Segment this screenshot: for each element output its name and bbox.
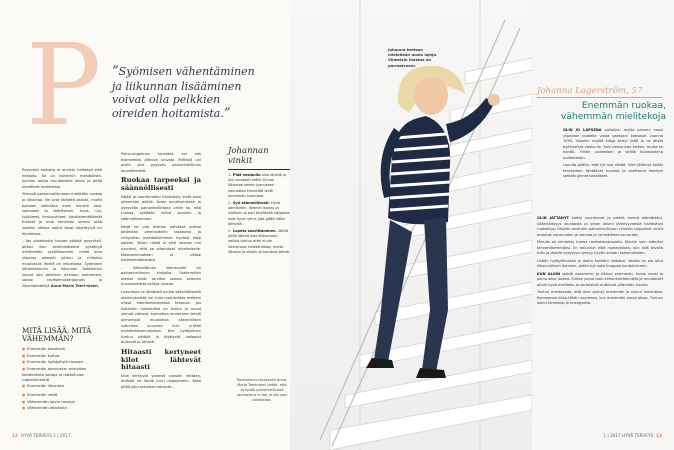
article-title: Enemmän ruokaa, vähemmän mielitekoja	[560, 100, 666, 122]
paragraph	[22, 239, 102, 289]
tip-text: Välillä pitää lähteä ulos liikkumaan, veikka tuntuu ettei ei ole liikkumaan hetkeä aikaa, mutta liikunta ja ulkoilu ja hauskaa tehdä.	[228, 229, 290, 254]
paragraph	[537, 216, 663, 238]
quote-open-mark: ”	[112, 64, 119, 79]
sidebar-title: MITÄ LISÄÄ, MITÄ VÄHEMMÄN?	[22, 326, 92, 344]
body-column-2	[121, 152, 201, 419]
sidebar-list-item: ● Enemmän liikuntaa	[22, 383, 102, 389]
photo-caption: Johanna teetsoo mielellään uusia lajeja. Viimeisin ihastus on porrastreeni.	[388, 47, 438, 68]
tip-item	[228, 201, 290, 227]
paragraph-text: kaikki suurimmat ja pienet herkut elämästäni. Säännöllisyys lounaasta ja oman aikani järkevyydestä hallitsevat ruokailuja. Ohjattu avointen painonhallinnan ryhmän tarjoamat vinkit antoivat varmuuden ja voimaa ja ryhmäläiset suuruutta.	[537, 216, 663, 237]
tip-heading: Syö säännöllisesti.	[232, 201, 270, 206]
paragraph: Minulle oli nimitetty tuleva ravitsemustavoite. Muutin vain elämäni terveellisemmäksi. En halunnut elää ruokavaliota, kun sillä tavalla tulin ja jäljelle pysyvyys syntyy hyvän omaan kokemukseen.	[537, 240, 663, 255]
sidebar-list-item: ● Enemmän kasviksia	[22, 346, 102, 352]
paragraph	[563, 128, 663, 161]
expert-caption: Ravitsemus-terapeutti Anna-Maria Teeriniemi tietää, että pysyvää painonhallintaa ravitsemus ei jaa, ei ole vain laihduttaa.	[236, 378, 288, 402]
paragraph: Kilot kertyivät yleensä vuosien mittaan, eivätkä ne lähde juuri nopeammin. Koko pitää joka sekulaan kärsivät…	[121, 373, 201, 389]
paragraph: Yleensä painonhallinnassa mietitään ruokaa ja liikuntaa. Ne ovat tärkeitä asioita, mutta painoon vaikuttaa moni muukin asia: sairaudet ja lääkitykset, kivut, uni, työkiireet, ihmissuhteet, käsittelemättömät tunteet ja mua henkinen stressi sekä vaaiten aikana opitut tavat käyttäytyä eri tilanteissa.	[22, 192, 102, 236]
paragraph: Luovutaan ja lähteistä avulla säännöllisestä ateriarytmistä voi tulla mahdollista melkein missä elämäntilanteessa tahansa. Jos kuitenkin tukeverkko on tiukka ja uuvat voimat vähissä, kannattaa ennemmin tehdä pienempiä muutoksia säännöllisen syömisen suunnan kuin yrittää mahdollistomuutoksia. Kun hyödyllinen tuntuu pärällä ja täyttyvät valipalat auttavat jo rahasti.	[121, 290, 201, 345]
folio-left	[12, 433, 71, 438]
paragraph: Lopulta päätin, että nyt saa riittää. Olen jättänyt kaikki terveyteen tähtäävät kuusiot ja asettanut itselleni selkeät pienet tavoitteet.	[563, 163, 663, 178]
tips-title: Johannan vinkit	[228, 146, 290, 170]
subheading: Ruokaa tarpeeksi ja säännöllisesti	[121, 176, 201, 192]
paragraph: Nälkä ja naurtinneton kärsivästy eivät auta pitemmän päälle. Avain onnistumiseen ja pysyvään painonhallintaan onkin se, että ruokaa syödään reiluä saannin ja säännöllisemmin.	[121, 194, 201, 221]
tip-item	[228, 173, 290, 199]
tips-list	[228, 173, 290, 255]
folio-right	[603, 433, 662, 438]
tip-text: Hyvä aamiainen, lämmin lounas ja illallinen ja pari täyttävää välipalaa ovat hyvä rytmi, jota pitää näkin järkeillä.	[228, 201, 290, 226]
sidebar-list-item: ● Vähemmän alkoholia	[22, 405, 102, 411]
quote-close-mark: ”	[223, 105, 231, 121]
byline-rule	[537, 97, 662, 98]
sidebar-list-item: ● Enemmän kuitua	[22, 353, 102, 359]
paragraph: Pysyvästi hoikaksi ei onnistu helkessä eikä helpolla. Se on kuitenkin mahdollista, kunhan antaa muutokselle aikaa ja pitää tavoitteet realistisina.	[22, 168, 102, 189]
sidebar-list	[22, 346, 102, 411]
lead-in: KUN ALOIN	[537, 271, 561, 276]
right-column-2	[537, 216, 663, 428]
lead-in: OLIN JÄTTÄNYT	[537, 216, 569, 220]
paragraph-text: pullukka, mutta painoni nousi ylipainon puolelle vasta saatuani kaksoset vuonna 1993. Vuosien myötä kiloja kertyi lisää ja ne jäivät pyöriysrtyä vaaka-lle. Sain painonnan kaiken, mutta se häntöi. Yrittin uudestaan ja välillä huolsaneena uudenlaisiin.	[563, 128, 663, 160]
paragraph-text: syödä useammin ja liikkua enemmän, kunto nousi ja paino alkoi laskea. Eniten paino laski kehonheittelimällä ja muutokset olivat hyvä mieliteko ja vertaistuki auttoivat pitämään huolen.	[537, 271, 663, 287]
paragraph-text: – Jos ylipainosta haluaa päästä pysyvästi, pitäisi ihan ensimmäiseksi pysähtyä miettimään syvällisemmin, mistä oma ylipaino oikeasti johtuu ja millaisin muutoksiin itsellä on resursseja. Syömisen vähentäminen ja liikunnan lisääminen voivat olla pelkkien oireiden hoitamista, sanoo ravitsemusterapeutti ja liikuntatieteilijä	[22, 239, 102, 288]
sidebar-list-item: ● Vähemmän kovia rasvoja	[22, 399, 102, 405]
paragraph: Paino-ongelman taustalla voi olla esimerkiksi jatkuva univaje. Riittävä uni onkin yksi pysyvän painonhallinnan apuvälineistä.	[121, 152, 201, 173]
body-column-1	[22, 168, 102, 318]
page-number: 12	[12, 433, 18, 438]
paragraph	[537, 272, 663, 289]
tip-text: aina lähellä ja juo runsaasti vettä. Ennen liikuntaa veden juomiseen kannattaa kiinnittää vielä enemmän huomiota.	[228, 173, 287, 198]
tip-item	[228, 229, 290, 255]
tip-heading: Pidä vesipullo	[232, 173, 261, 177]
expert-name: Anna-Maria Teeri-niemi.	[50, 283, 100, 288]
sidebar-list-item: ● Enemmän vettä	[22, 392, 102, 398]
johanna-tips-box	[228, 146, 290, 257]
folio-text: HYVÄ TERVEYS 1 | 2017	[20, 433, 71, 438]
paragraph: Tuntuu mahtavalta, että olen syönyt enemmän ja voinut laihduttaa. Kymmenen kiloa tähän vuodessa, kun enemmän omaa aikaa. Tunnen itseni terveeksi ja energiseksi.	[537, 290, 663, 305]
tip-number: 1.	[228, 173, 232, 177]
tip-number: 3.	[228, 229, 232, 234]
tip-number: 2.	[228, 201, 232, 206]
drop-cap: P	[26, 21, 102, 151]
pull-quote	[112, 64, 260, 122]
folio-text: 1 | 2017 HYVÄ TERVEYS	[603, 433, 654, 438]
paragraph: Lisään hyötyliikuntaa ja doitin kenkäni nelkaksi. Vaikka en ole ollut liikunnallinen ihminen, pidän nyt koko kroppaa kuntoiluineen.	[537, 258, 663, 268]
lead-in: OLIN JO LAPSENA	[563, 128, 602, 132]
paragraph: – Säännöllinen ateriarytmi on painonhallinnan kivijalka. Useimmiten ateriat eivät tarvitse laskea kalorien huomaamatta syötyä ruokaa.	[121, 265, 201, 287]
sidebar-list-item: ● Enemmän ateriointa: mieluiten kahdestista sahoja ja määrä-vaa ruokailuhetkiä	[22, 366, 102, 383]
subheading: Hitaasti kertyneet kilot lähtevät hitaasti	[121, 348, 201, 372]
sidebar-list-item: ● Enemmän hyödyllisiä rasvoja	[22, 359, 102, 365]
pull-quote-text: Syömisen vähentäminen ja liikunnan lisääminen voivat olla pelkkien oireiden hoitamista.	[112, 65, 255, 120]
tip-heading: Lopeta suorittaminen.	[232, 229, 277, 234]
more-less-sidebar	[22, 327, 102, 411]
paragraph: Neljä tai viisi ateriaa päivässä auttaa pitämään verensokerin tasaisena ja vireystilan mahdollisimman hyvänä koko päivän. Silloin nälkä ei ehdi kasvaa niin suureksi, että se aiheuttaisi ahmimiselle. Makeanhimokaan ei pääse hallitsemattomaksi.	[121, 224, 201, 263]
byline-name: Johanna Lagerström, 57	[537, 86, 643, 96]
right-column-1	[563, 128, 663, 214]
page-number: 13	[656, 433, 662, 438]
